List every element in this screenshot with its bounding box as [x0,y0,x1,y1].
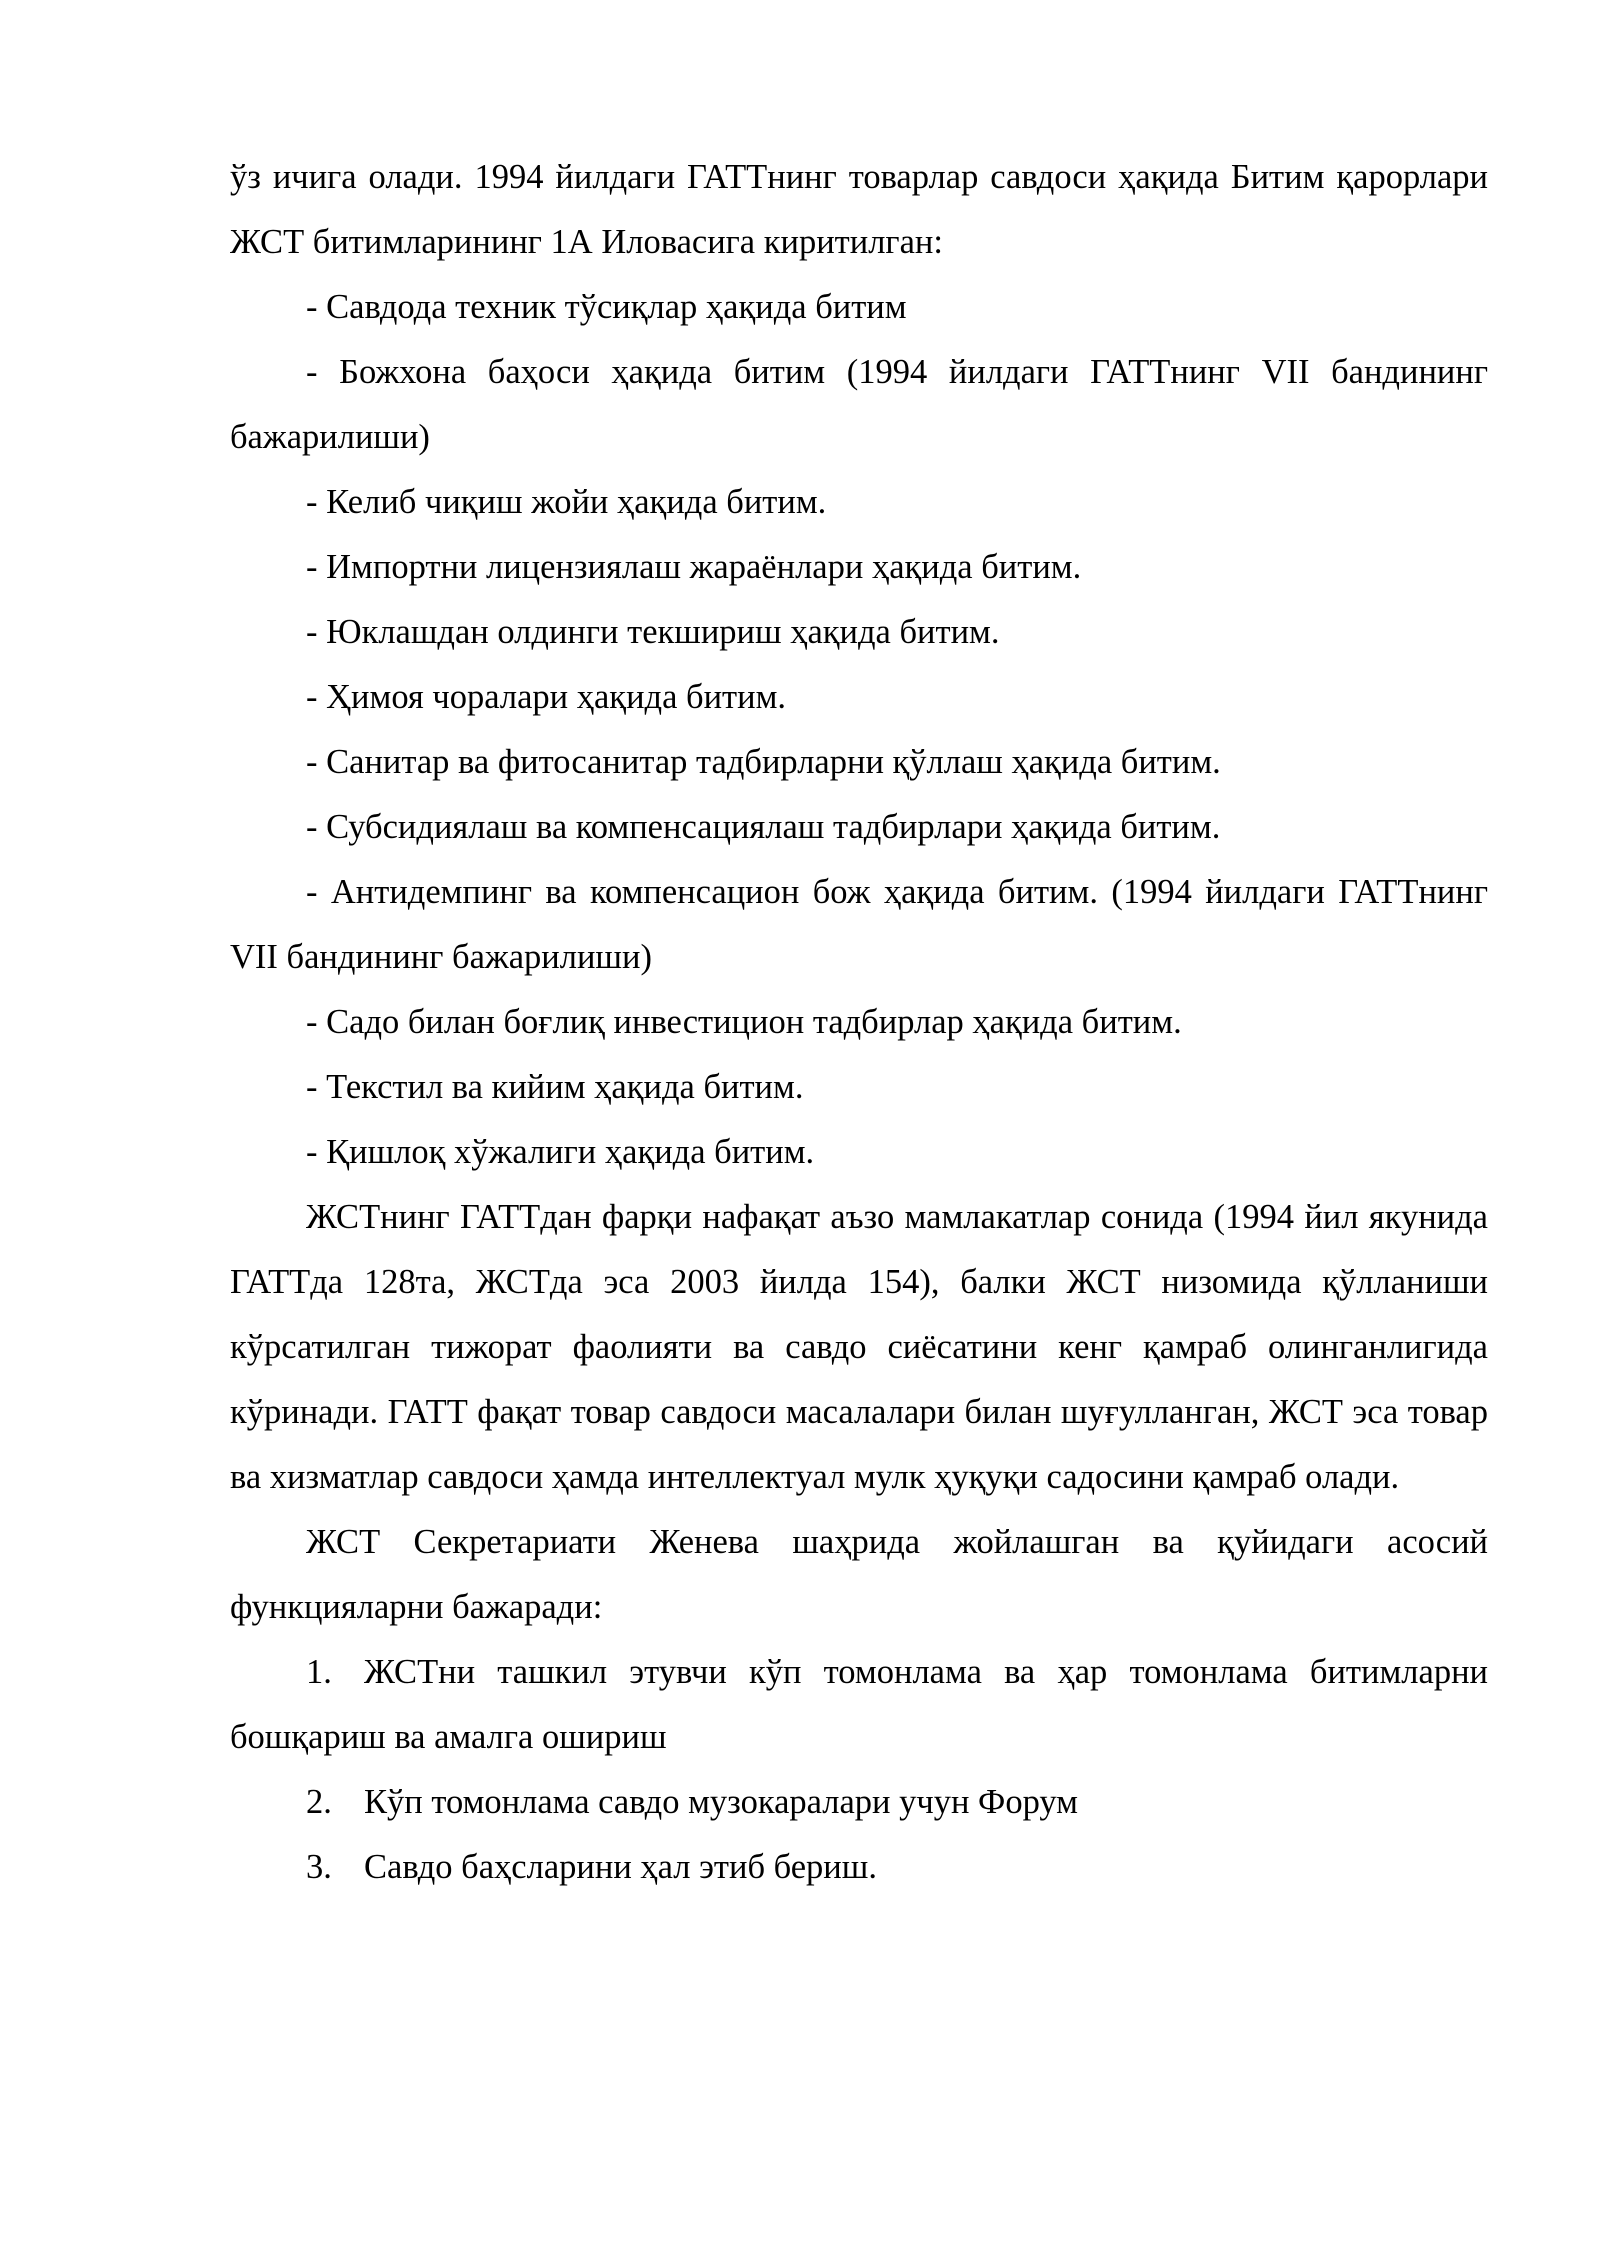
agreement-item: - Савдода техник тўсиқлар ҳақида битим [306,288,907,326]
function-number: 2. [306,1783,332,1821]
agreement-item: - Субсидиялаш ва компенсациялаш тадбирлари ҳақида битим. [306,808,1221,846]
agreement-item: - Юклашдан олдинги текшириш ҳақида битим. [306,613,1000,651]
document-page [230,145,1488,1900]
agreement-item: - Антидемпинг ва компенсацион бож ҳақида битим. (1994 йилдаги ГАТТнинг VII бандининг бажарилиши) [230,873,1488,976]
function-text: Савдо баҳсларини ҳал этиб бериш. [364,1848,877,1886]
agreement-item: - Божхона баҳоси ҳақида битим (1994 йилдаги ГАТТнинг VII бандининг бажарилиши) [230,353,1488,456]
function-text: Кўп томонлама савдо музокаралари учун Форум [364,1783,1078,1821]
function-number: 1. [306,1653,332,1691]
intro-paragraph: ўз ичига олади. 1994 йилдаги ГАТТнинг товарлар савдоси ҳақида Битим қарорлари ЖСТ битимларининг 1А Иловасига киритилган: [230,158,1488,261]
secretariat-paragraph: ЖСТ Секретариати Женева шаҳрида жойлашган ва қуйидаги асосий функцияларни бажаради: [230,1523,1488,1626]
agreement-item: - Садо билан боғлиқ инвестицион тадбирлар ҳақида битим. [306,1003,1182,1041]
function-item [230,1835,1488,1900]
function-number: 3. [306,1848,332,1886]
agreement-item: - Текстил ва кийим ҳақида битим. [306,1068,804,1106]
function-text: ЖСТни ташкил этувчи кўп томонлама ва ҳар томонлама битимларни бошқариш ва амалга ошириш [230,1653,1488,1756]
agreement-item: - Санитар ва фитосанитар тадбирларни қўллаш ҳақида битим. [306,743,1221,781]
agreement-item: - Импортни лицензиялаш жараёнлари ҳақида битим. [306,548,1082,586]
function-item [230,1770,1488,1835]
function-item [230,1640,1488,1770]
agreement-item: - Қишлоқ хўжалиги ҳақида битим. [306,1133,815,1171]
agreements-list [230,275,1488,1185]
difference-paragraph: ЖСТнинг ГАТТдан фарқи нафақат аъзо мамлакатлар сонида (1994 йил якунида ГАТТда 128та, ЖСТда эса 2003 йилда 154), балки ЖСТ низомида қўлланиши кўрсатилган тижорат фаолияти ва савдо сиёсатини кенг қамраб олинганлигида кўринади. ГАТТ фақат товар савдоси масалалари билан шуғулланган, ЖСТ эса товар ва хизматлар савдоси ҳамда интеллектуал мулк ҳуқуқи садосини қамраб олади. [230,1198,1488,1496]
functions-list [230,1640,1488,1900]
agreement-item: - Ҳимоя чоралари ҳақида битим. [306,678,787,716]
agreement-item: - Келиб чиқиш жойи ҳақида битим. [306,483,827,521]
